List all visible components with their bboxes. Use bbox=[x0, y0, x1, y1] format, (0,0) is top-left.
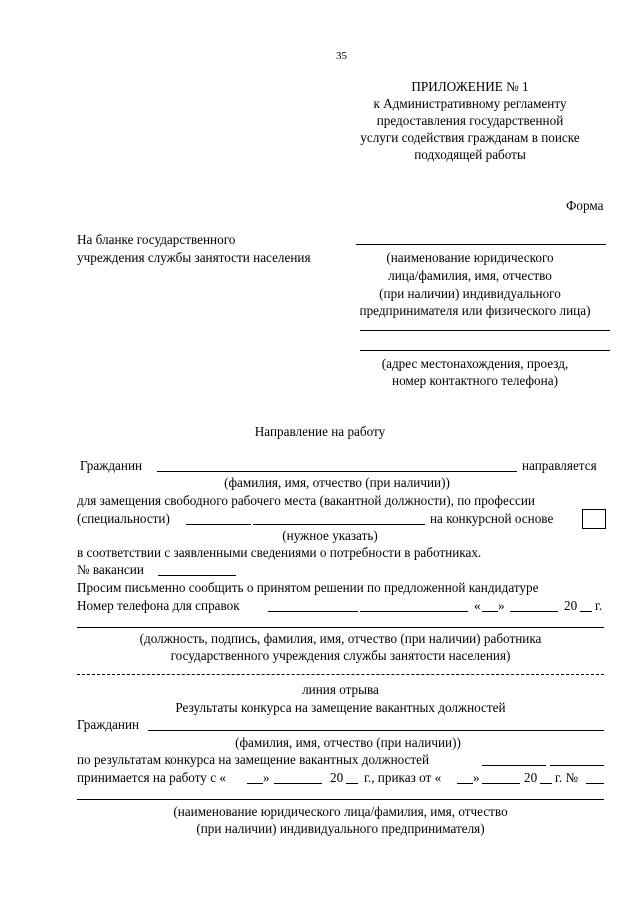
year-line bbox=[580, 611, 592, 612]
signer-hint-1: (должность, подпись, фамилия, имя, отчество (при наличии) работника bbox=[139, 631, 542, 646]
accordance-text: в соответствии с заявленными сведениями о потребности в работниках. bbox=[77, 545, 482, 560]
day-line bbox=[482, 611, 498, 612]
signer-line bbox=[77, 627, 604, 628]
purpose-text: для замещения свободного рабочего места (вакантной должности), по профессии bbox=[77, 493, 535, 508]
blank-line-2: учреждения службы занятости населения bbox=[77, 250, 311, 265]
hired-close-quote: » bbox=[263, 770, 270, 785]
phone-label: Номер телефона для справок bbox=[77, 598, 240, 613]
entity-hint-2: (при наличии) индивидуального предпринимателя) bbox=[196, 821, 485, 836]
request-text: Просим письменно сообщить о принятом решении по предложенной кандидатуре bbox=[77, 580, 539, 595]
directed-text: направляется bbox=[522, 458, 597, 473]
month-line bbox=[510, 611, 558, 612]
citizen-label: Гражданин bbox=[80, 458, 143, 473]
by-results-line-2 bbox=[550, 765, 604, 766]
signer-hint-2: государственного учреждения службы занятости населения) bbox=[170, 648, 511, 663]
phone-line-2 bbox=[360, 611, 468, 612]
results-title: Результаты конкурса на замещение вакантных должностей bbox=[175, 700, 506, 715]
form-label: Форма bbox=[566, 198, 604, 213]
hired-text: принимается на работу с « bbox=[77, 770, 226, 785]
appendix-line-5: подходящей работы bbox=[414, 147, 526, 162]
year-label: 20 bbox=[564, 598, 578, 613]
document-title: Направление на работу bbox=[254, 424, 386, 439]
address-hint-1: (адрес местонахождения, проезд, bbox=[381, 356, 569, 371]
page-number: 35 bbox=[336, 50, 347, 62]
blank-line-1: На бланке государственного bbox=[77, 232, 236, 247]
year-suffix: г. bbox=[595, 598, 603, 613]
entity-hint-1: (наименование юридического лица/фамилия, имя, отчество bbox=[173, 804, 508, 819]
hired-year-line bbox=[346, 783, 358, 784]
fio-hint: (фамилия, имя, отчество (при наличии)) bbox=[224, 475, 450, 490]
appendix-line-3: предоставления государственной bbox=[376, 113, 564, 128]
address-hint-2: номер контактного телефона) bbox=[392, 373, 558, 388]
order-year-line bbox=[540, 783, 552, 784]
appendix-line-2: к Административному регламенту bbox=[373, 96, 567, 111]
recipient-hint-4: предпринимателя или физического лица) bbox=[359, 303, 591, 318]
specialty-line-2 bbox=[253, 524, 425, 525]
appendix-line-4: услуги содействия гражданам в поиске bbox=[360, 130, 580, 145]
entity-line bbox=[77, 799, 604, 800]
order-month-line bbox=[482, 783, 520, 784]
results-citizen-line bbox=[148, 730, 604, 731]
specify-hint: (нужное указать) bbox=[282, 528, 378, 543]
vacancy-label: № вакансии bbox=[77, 562, 144, 577]
order-close-quote: » bbox=[473, 770, 480, 785]
specialty-line-1 bbox=[186, 524, 251, 525]
recipient-hint-1: (наименование юридического bbox=[386, 250, 554, 265]
tear-line-label: линия отрыва bbox=[302, 682, 379, 697]
hired-day-line bbox=[247, 783, 263, 784]
recipient-line-2 bbox=[360, 330, 610, 331]
specialty-label: (специальности) bbox=[77, 511, 170, 526]
recipient-line-3 bbox=[360, 350, 610, 351]
date-open-quote: « bbox=[474, 598, 481, 613]
by-results-line-1 bbox=[482, 765, 546, 766]
order-number-line bbox=[586, 783, 604, 784]
by-results-text: по результатам конкурса на замещение вакантных должностей bbox=[77, 752, 430, 767]
recipient-name-line bbox=[356, 244, 606, 245]
vacancy-line bbox=[158, 575, 236, 576]
hired-month-line bbox=[274, 783, 322, 784]
results-fio-hint: (фамилия, имя, отчество (при наличии)) bbox=[235, 735, 461, 750]
phone-line-1 bbox=[268, 611, 358, 612]
recipient-hint-2: лица/фамилия, имя, отчество bbox=[388, 268, 552, 283]
results-citizen-label: Гражданин bbox=[77, 717, 140, 732]
order-day-line bbox=[457, 783, 473, 784]
recipient-hint-3: (при наличии) индивидуального bbox=[379, 286, 561, 301]
hired-year-label: 20 bbox=[330, 770, 344, 785]
competitive-text: на конкурсной основе bbox=[430, 511, 554, 526]
appendix-line-1: ПРИЛОЖЕНИЕ № 1 bbox=[411, 79, 529, 94]
date-close-quote: » bbox=[498, 598, 505, 613]
order-text: г., приказ от « bbox=[364, 770, 442, 785]
competitive-checkbox[interactable] bbox=[582, 509, 606, 529]
order-number-label: г. № bbox=[555, 770, 579, 785]
tear-dashed-line bbox=[77, 674, 604, 675]
order-year-label: 20 bbox=[524, 770, 538, 785]
citizen-fio-line bbox=[157, 471, 517, 472]
